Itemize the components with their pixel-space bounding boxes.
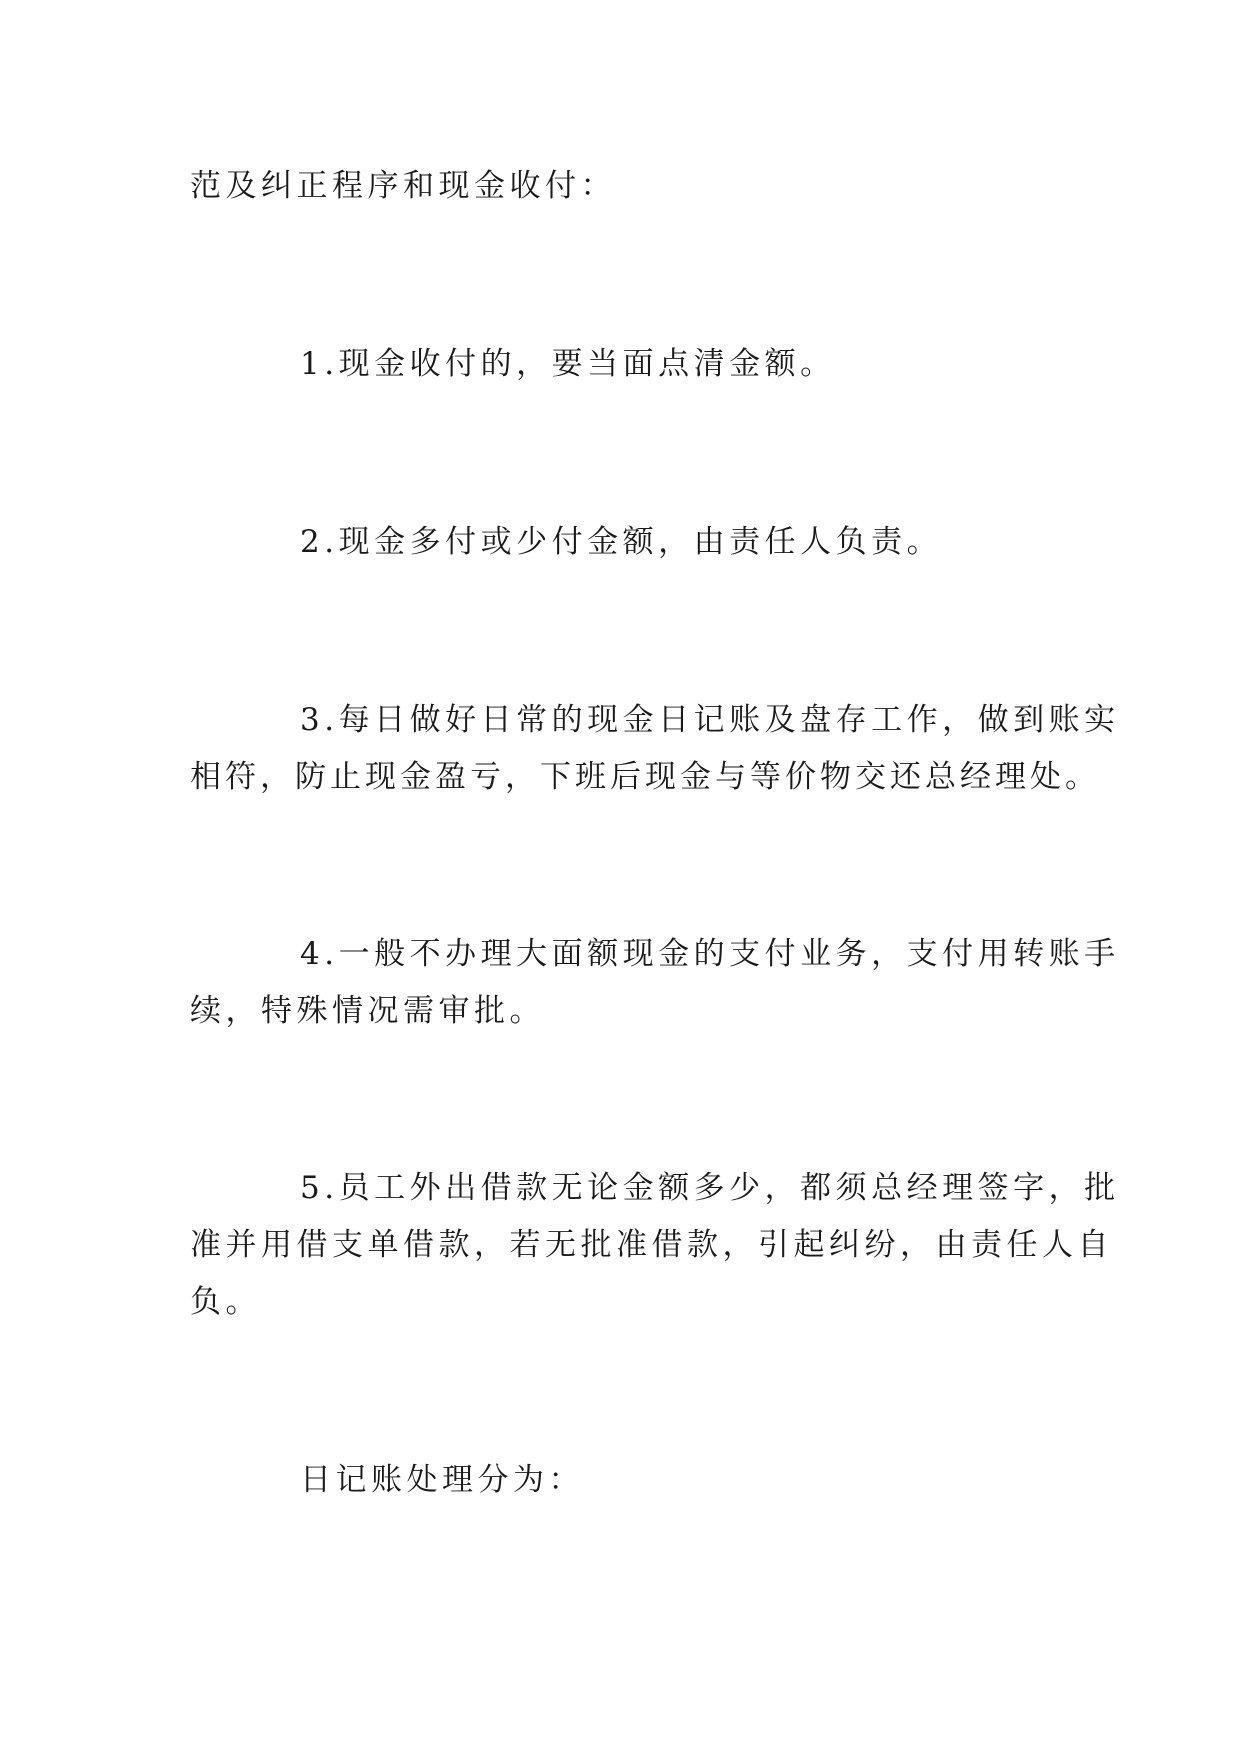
rule-item-3-line-2: 相符，防止现金盈亏，下班后现金与等价物交还总经理处。: [190, 759, 1100, 795]
rule-item-2: 2.现金多付或少付金额，由责任人负责。: [300, 524, 943, 560]
rule-item-3-line-1: 3.每日做好日常的现金日记账及盘存工作，做到账实: [300, 702, 1120, 738]
rule-item-5-line-3: 负。: [190, 1284, 261, 1320]
rule-item-5-line-1: 5.员工外出借款无论金额多少，都须总经理签字，批: [300, 1170, 1120, 1206]
paragraph-intro-line: 范及纠正程序和现金收付：: [190, 168, 616, 204]
rule-item-4-line-1: 4.一般不办理大面额现金的支付业务，支付用转账手: [300, 936, 1120, 972]
section-heading-journal: 日记账处理分为：: [300, 1462, 584, 1498]
rule-item-5-line-2: 准并用借支单借款，若无批准借款，引起纠纷，由责任人自: [190, 1227, 1113, 1263]
rule-item-4-line-2: 续，特殊情况需审批。: [190, 993, 545, 1029]
rule-item-1: 1.现金收付的，要当面点清金额。: [300, 346, 836, 382]
